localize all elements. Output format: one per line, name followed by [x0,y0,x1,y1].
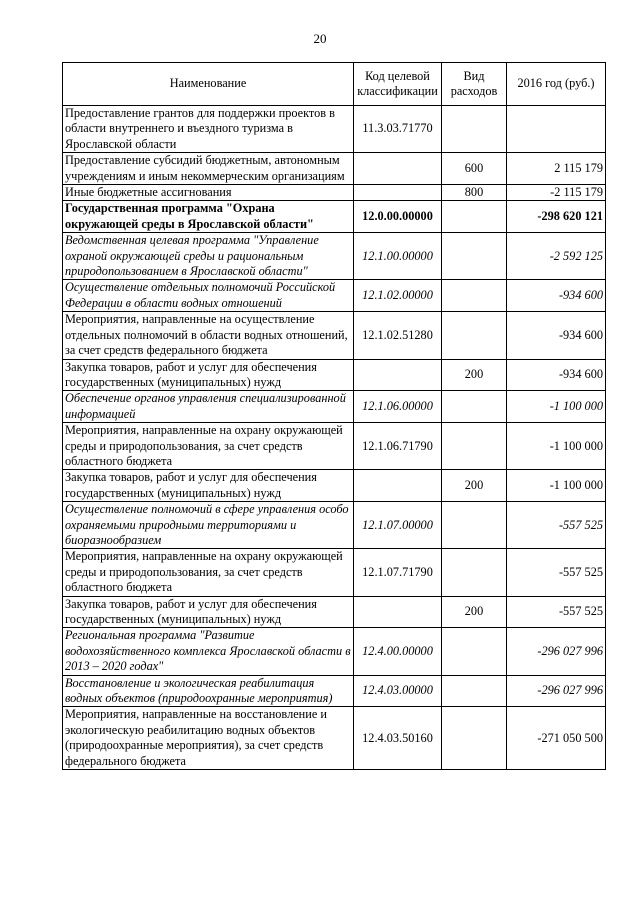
row-amount-cell: 2 115 179 [507,153,606,185]
row-amount-cell [507,106,606,153]
header-type: Вид расходов [442,63,507,106]
row-name-cell: Мероприятия, направленные на охрану окружающей среды и природопользования, за счет средств областного бюджета [63,549,354,596]
row-name-cell: Иные бюджетные ассигнования [63,185,354,201]
row-type-cell [442,391,507,423]
row-code-cell [354,470,442,502]
row-type-cell [442,502,507,549]
row-amount-cell: -557 525 [507,502,606,549]
row-amount-cell: -1 100 000 [507,470,606,502]
table-row [63,201,606,233]
row-amount-cell: -934 600 [507,312,606,359]
table-row [63,502,606,549]
row-amount-cell: -934 600 [507,359,606,391]
row-amount-cell: -298 620 121 [507,201,606,233]
page-number: 20 [313,31,327,46]
row-type-cell [442,628,507,675]
row-name-cell: Обеспечение органов управления специализированной информацией [63,391,354,423]
row-name-cell: Ведомственная целевая программа "Управление охраной окружающей среды и рациональным природопользованием в Ярославской области" [63,233,354,280]
row-type-cell [442,549,507,596]
row-name-cell: Восстановление и экологическая реабилитация водных объектов (природоохранные мероприятия) [63,675,354,707]
row-type-cell: 800 [442,185,507,201]
row-code-cell: 12.1.07.71790 [354,549,442,596]
row-name-cell: Закупка товаров, работ и услуг для обеспечения государственных (муниципальных) нужд [63,596,354,628]
table-row [63,596,606,628]
row-code-cell [354,359,442,391]
table-row [63,675,606,707]
table-header-row [63,63,606,106]
row-name-cell: Закупка товаров, работ и услуг для обеспечения государственных (муниципальных) нужд [63,359,354,391]
row-name-cell: Осуществление полномочий в сфере управления особо охраняемыми природными территориями и биоразнообразием [63,502,354,549]
table-row [63,470,606,502]
row-code-cell [354,153,442,185]
row-amount-cell: -557 525 [507,596,606,628]
table-row [63,628,606,675]
header-amount: 2016 год (руб.) [507,63,606,106]
row-type-cell [442,312,507,359]
row-name-cell: Осуществление отдельных полномочий Российской Федерации в области водных отношений [63,280,354,312]
row-name-cell: Региональная программа "Развитие водохозяйственного комплекса Ярославской области в 2013 – 2020 годах" [63,628,354,675]
row-amount-cell: -1 100 000 [507,391,606,423]
table-row [63,707,606,770]
table-row [63,423,606,470]
table-row [63,280,606,312]
table-row [63,391,606,423]
table-row [63,233,606,280]
row-type-cell [442,106,507,153]
row-name-cell: Государственная программа "Охрана окружающей среды в Ярославской области" [63,201,354,233]
table-row [63,185,606,201]
row-amount-cell: -557 525 [507,549,606,596]
row-code-cell: 12.4.00.00000 [354,628,442,675]
row-amount-cell: -296 027 996 [507,628,606,675]
row-amount-cell: -2 592 125 [507,233,606,280]
row-code-cell: 12.1.07.00000 [354,502,442,549]
row-code-cell: 12.4.03.00000 [354,675,442,707]
header-code: Код целевой классификации [354,63,442,106]
row-name-cell: Закупка товаров, работ и услуг для обеспечения государственных (муниципальных) нужд [63,470,354,502]
row-code-cell [354,596,442,628]
row-type-cell [442,201,507,233]
row-type-cell [442,280,507,312]
row-amount-cell: -2 115 179 [507,185,606,201]
row-type-cell [442,707,507,770]
row-code-cell: 12.0.00.00000 [354,201,442,233]
row-name-cell: Мероприятия, направленные на восстановление и экологическую реабилитацию водных объектов (природоохранные мероприятия), за счет средств федерального бюджета [63,707,354,770]
table-row [63,312,606,359]
row-type-cell [442,233,507,280]
row-type-cell: 600 [442,153,507,185]
row-code-cell [354,185,442,201]
budget-table [62,62,606,770]
row-code-cell: 12.1.00.00000 [354,233,442,280]
row-code-cell: 12.1.06.00000 [354,391,442,423]
row-amount-cell: -271 050 500 [507,707,606,770]
table-row [63,106,606,153]
row-type-cell: 200 [442,359,507,391]
row-type-cell [442,675,507,707]
row-amount-cell: -296 027 996 [507,675,606,707]
row-type-cell [442,423,507,470]
row-name-cell: Предоставление субсидий бюджетным, автономным учреждениям и иным некоммерческим организациям [63,153,354,185]
table-body [63,106,606,770]
row-name-cell: Предоставление грантов для поддержки проектов в области внутреннего и въездного туризма в Ярославской области [63,106,354,153]
table-row [63,549,606,596]
row-code-cell: 12.1.02.00000 [354,280,442,312]
row-name-cell: Мероприятия, направленные на осуществление отдельных полномочий в области водных отношений, за счет средств федерального бюджета [63,312,354,359]
row-code-cell: 12.1.06.71790 [354,423,442,470]
table-row [63,359,606,391]
row-code-cell: 12.4.03.50160 [354,707,442,770]
row-amount-cell: -1 100 000 [507,423,606,470]
table-row [63,153,606,185]
row-code-cell: 12.1.02.51280 [354,312,442,359]
row-amount-cell: -934 600 [507,280,606,312]
row-code-cell: 11.3.03.71770 [354,106,442,153]
row-name-cell: Мероприятия, направленные на охрану окружающей среды и природопользования, за счет средств областного бюджета [63,423,354,470]
header-name: Наименование [63,63,354,106]
row-type-cell: 200 [442,596,507,628]
row-type-cell: 200 [442,470,507,502]
